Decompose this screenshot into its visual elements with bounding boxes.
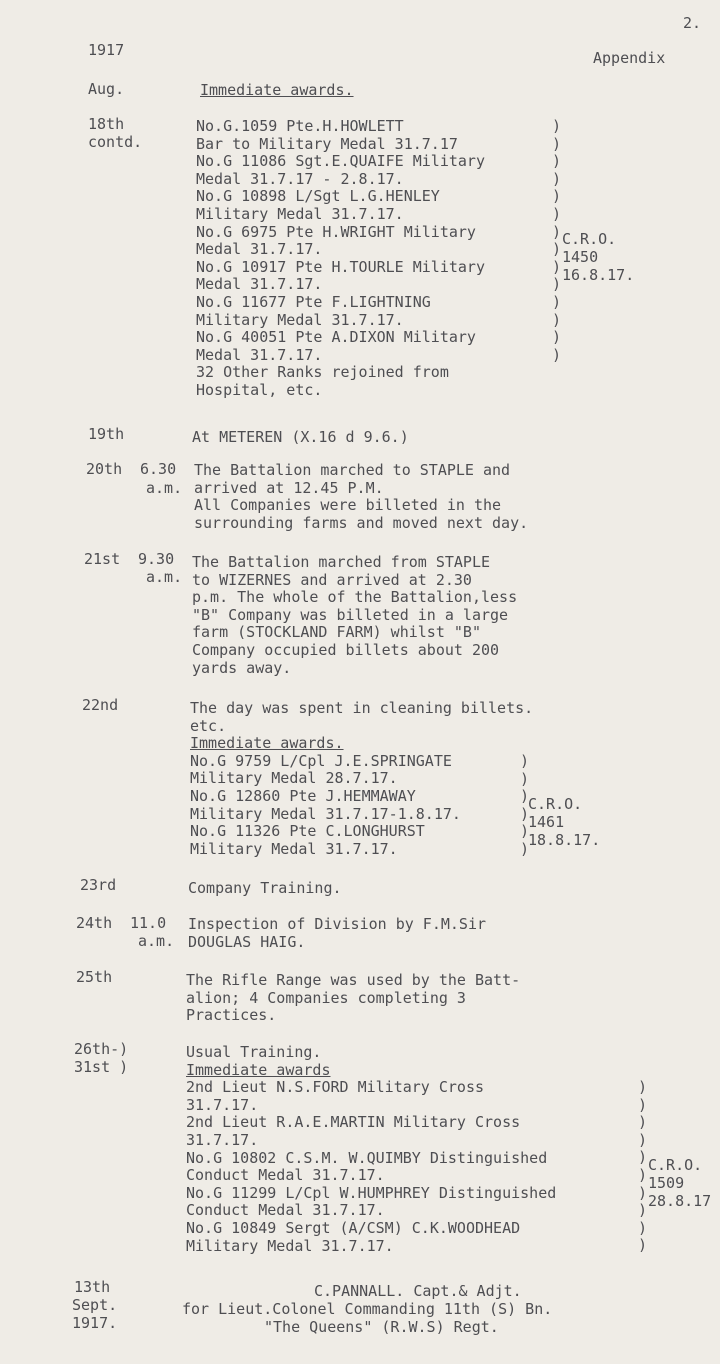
entry-line: yards away. [192, 658, 292, 677]
month: Aug. [88, 80, 125, 98]
entry-line: The Rifle Range was used by the Batt- [186, 971, 521, 989]
award-line: No.G 6975 Pte H.WRIGHT Military [196, 222, 476, 241]
award-line: No.G 10898 L/Sgt L.G.HENLEY [196, 187, 440, 206]
award-line: Bar to Military Medal 31.7.17 [196, 134, 458, 153]
entry-date: 19th [88, 425, 125, 443]
award-line: Medal 31.7.17 - 2.8.17. [196, 169, 404, 188]
award-line: No.G 10917 Pte H.TOURLE Military [196, 257, 485, 276]
entry-line: farm (STOCKLAND FARM) whilst "B" [192, 623, 481, 642]
entry-date: 24th [76, 914, 113, 932]
award-line: No.G 10849 Sergt (A/CSM) C.K.WOODHEAD [186, 1218, 521, 1237]
award-line: Military Medal 31.7.17. [196, 204, 404, 223]
entry-date-contd: contd. [88, 133, 143, 151]
entry-line: Inspection of Division by F.M.Sir [188, 915, 487, 933]
signature-line: "The Queens" (R.W.S) Regt. [264, 1318, 499, 1336]
award-line: No.G.1059 Pte.H.HOWLETT [196, 117, 404, 135]
entry-line: Practices. [186, 1006, 277, 1025]
entry-line: p.m. The whole of the Battalion,less [192, 588, 518, 607]
entry-body [192, 554, 517, 677]
entry-time: 9.30 [138, 550, 175, 568]
year: 1917 [88, 41, 125, 59]
entry-time-ampm: a.m. [138, 932, 175, 950]
entry-body [194, 462, 528, 532]
entry-text: At METEREN (X.16 d 9.6.) [192, 428, 409, 446]
entry-date: 25th [76, 968, 113, 986]
award-line: No.G 10802 C.S.M. W.QUIMBY Distinguished [186, 1148, 548, 1167]
entry-line: arrived at 12.45 P.M. [194, 478, 384, 497]
reference-number: 1509 [648, 1174, 685, 1192]
award-line: Hospital, etc. [196, 380, 323, 399]
award-line: 32 Other Ranks rejoined from [196, 363, 449, 382]
entry-date-end: 31st ) [74, 1058, 129, 1076]
entry-time: 11.0 [130, 914, 167, 932]
reference-date: 28.8.17 [648, 1192, 712, 1210]
reference-cro: C.R.O. [528, 795, 583, 813]
signature-date: 13th [74, 1278, 111, 1296]
award-line: 31.7.17. [186, 1130, 259, 1149]
appendix-label: Appendix [593, 49, 666, 67]
award-line: Medal 31.7.17. [196, 275, 323, 294]
award-line: 2nd Lieut R.A.E.MARTIN Military Cross [186, 1113, 521, 1132]
award-line: 31.7.17. [186, 1095, 259, 1114]
awards-list [196, 118, 485, 400]
award-line: Military Medal 31.7.17. [190, 839, 398, 858]
entry-line: DOUGLAS HAIG. [188, 932, 306, 951]
award-line: No.G 9759 L/Cpl J.E.SPRINGATE [190, 751, 452, 770]
entry-date: 26th-) [74, 1040, 129, 1058]
brace: ) ) ) ) ) ) [520, 752, 530, 858]
reference-number: 1450 [562, 248, 599, 266]
award-line: No.G 40051 Pte A.DIXON Military [196, 328, 476, 347]
signature-line: C.PANNALL. Capt.& Adjt. [314, 1282, 522, 1300]
award-line: Military Medal 31.7.17. [186, 1236, 394, 1255]
award-line: No.G 12860 Pte J.HEMMAWAY [190, 786, 416, 805]
award-line: Military Medal 28.7.17. [190, 769, 398, 788]
section-heading: Immediate awards. [200, 81, 354, 99]
reference-cro: C.R.O. [562, 230, 617, 248]
award-line: Conduct Medal 31.7.17. [186, 1201, 385, 1220]
signature-date-year: 1917. [72, 1314, 118, 1332]
award-line: Medal 31.7.17. [196, 345, 323, 364]
entry-line: to WIZERNES and arrived at 2.30 [192, 570, 472, 589]
entry-line: The Battalion marched from STAPLE [192, 553, 491, 571]
award-line: No.G 11326 Pte C.LONGHURST [190, 822, 425, 841]
entry-date: 22nd [82, 696, 119, 714]
brace: ) ) ) ) ) ) ) ) ) ) [638, 1078, 648, 1255]
award-line: Conduct Medal 31.7.17. [186, 1166, 385, 1185]
entry-date: 18th [88, 115, 125, 133]
section-heading: Immediate awards. [190, 734, 344, 753]
entry-time-ampm: a.m. [146, 568, 183, 586]
signature-date-month: Sept. [72, 1296, 118, 1314]
entry-time: 6.30 [140, 460, 177, 478]
page-number: 2. [683, 14, 702, 32]
entry-line: surrounding farms and moved next day. [194, 513, 529, 532]
entry-body [186, 1044, 556, 1255]
brace: ) ) ) ) ) ) ) ) ) ) ) ) ) ) [552, 117, 562, 364]
award-line: Military Medal 31.7.17-1.8.17. [190, 804, 461, 823]
entry-date: 20th [86, 460, 123, 478]
entry-line: The day was spent in cleaning billets. [190, 699, 534, 717]
entry-date: 21st [84, 550, 121, 568]
entry-line: The Battalion marched to STAPLE and [194, 461, 511, 479]
reference-date: 18.8.17. [528, 831, 601, 849]
entry-date: 23rd [80, 876, 117, 894]
reference-cro: C.R.O. [648, 1156, 703, 1174]
award-line: No.G 11299 L/Cpl W.HUMPHREY Distinguished [186, 1183, 557, 1202]
entry-line: Company occupied billets about 200 [192, 640, 500, 659]
signature-line: for Lieut.Colonel Commanding 11th (S) Bn. [182, 1300, 553, 1318]
award-line: No.G 11086 Sgt.E.QUAIFE Military [196, 152, 485, 171]
entry-line: alion; 4 Companies completing 3 [186, 988, 466, 1007]
entry-line: Usual Training. [186, 1043, 322, 1061]
reference-number: 1461 [528, 813, 565, 831]
entry-time-ampm: a.m. [146, 479, 183, 497]
entry-text: Company Training. [188, 879, 342, 897]
award-line: No.G 11677 Pte F.LIGHTNING [196, 292, 431, 311]
entry-body [190, 700, 533, 858]
award-line: 2nd Lieut N.S.FORD Military Cross [186, 1078, 485, 1097]
reference-date: 16.8.17. [562, 266, 635, 284]
entry-line: All Companies were billeted in the [194, 496, 502, 515]
entry-line: etc. [190, 716, 227, 735]
award-line: Military Medal 31.7.17. [196, 310, 404, 329]
award-line: Medal 31.7.17. [196, 240, 323, 259]
entry-body [188, 916, 486, 951]
entry-body [186, 972, 520, 1025]
section-heading: Immediate awards [186, 1060, 331, 1079]
entry-line: "B" Company was billeted in a large [192, 605, 509, 624]
